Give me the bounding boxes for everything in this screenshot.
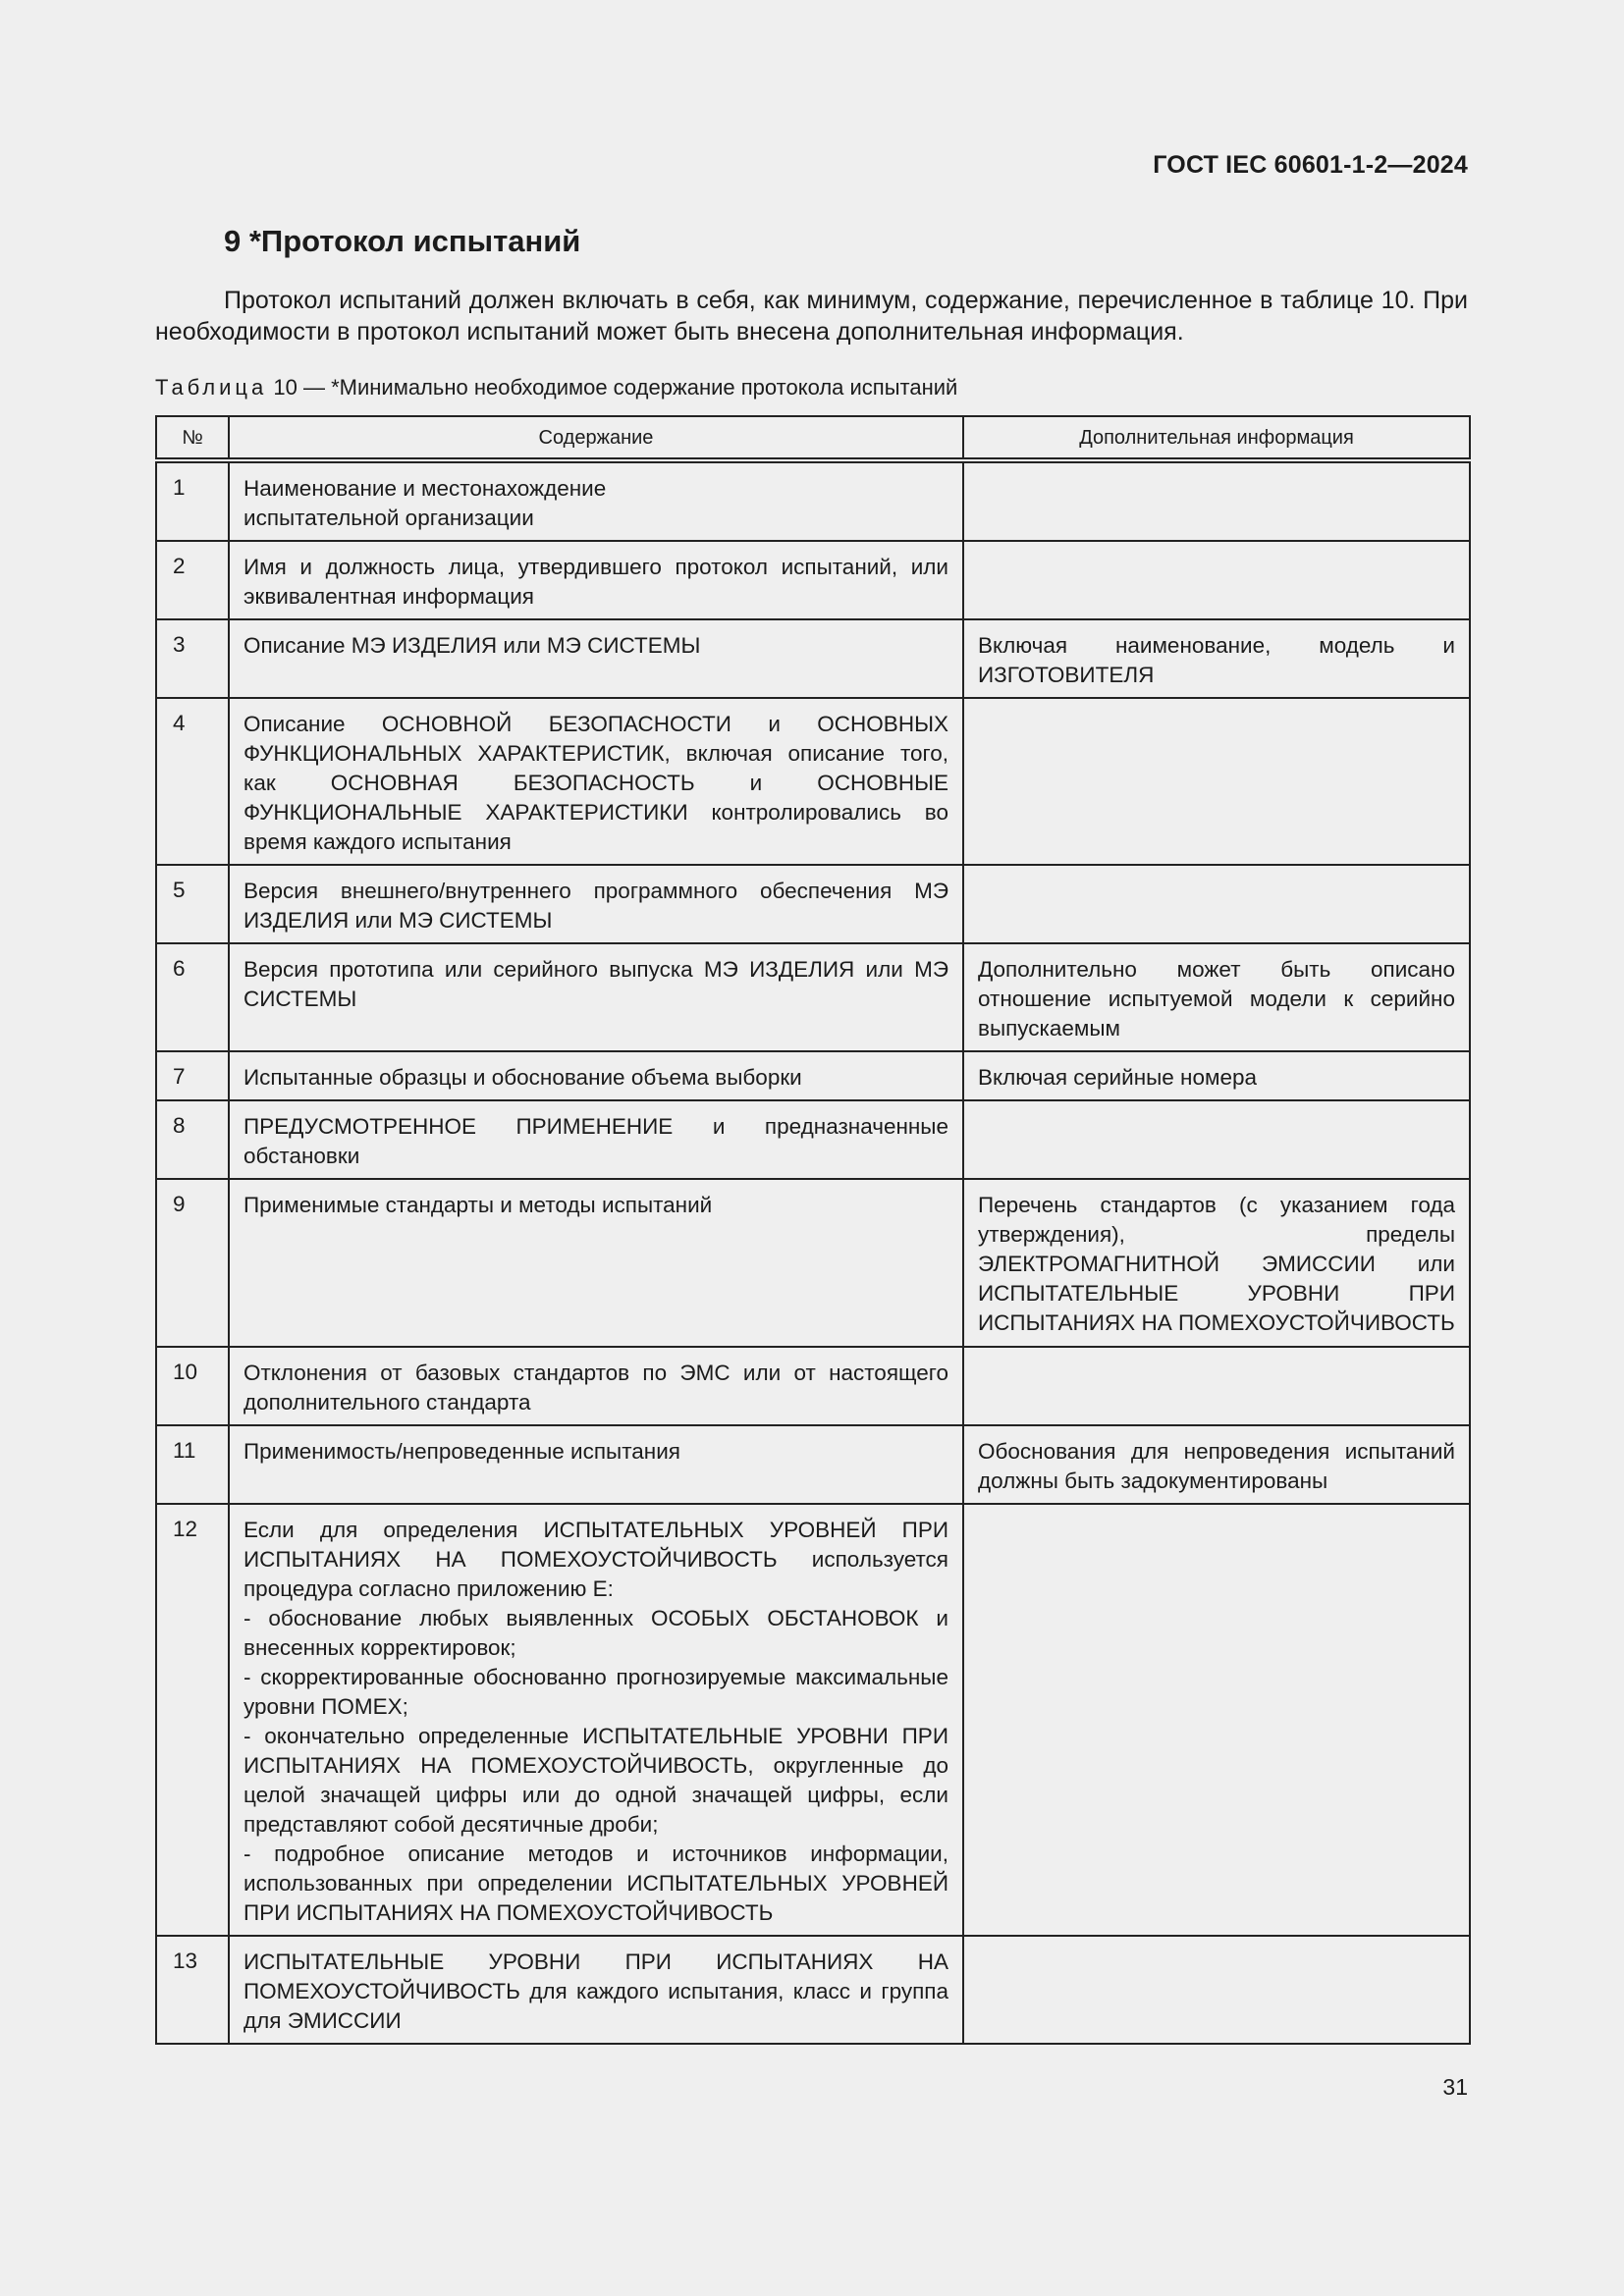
row-extra — [963, 1504, 1470, 1936]
row-extra — [963, 865, 1470, 943]
row-content — [229, 1504, 963, 1936]
row-content-line: Имя и должность лица, утвердившего протокол испытаний, или эквивалентная информация — [244, 555, 948, 609]
table-caption-label: Таблица — [155, 375, 268, 400]
row-extra: Включая серийные номера — [963, 1051, 1470, 1100]
row-content-line: Описание ОСНОВНОЙ БЕЗОПАСНОСТИ и ОСНОВНЫХ ФУНКЦИОНАЛЬНЫХ ХАРАКТЕРИСТИК, включая описание того, как ОСНОВНАЯ БЕЗОПАСНОСТЬ и ОСНОВНЫЕ ФУНКЦИОНАЛЬНЫЕ ХАРАКТЕРИСТИКИ контролировались во время каждого испытания — [244, 712, 948, 854]
table-row — [156, 1051, 1470, 1100]
table-body — [156, 460, 1470, 2044]
row-content — [229, 541, 963, 619]
table-row — [156, 1179, 1470, 1347]
row-content-line: Применимость/непроведенные испытания — [244, 1439, 680, 1464]
row-extra: Дополнительно может быть описано отношение испытуемой модели к серийно выпускаемым — [963, 943, 1470, 1051]
table-row — [156, 943, 1470, 1051]
table-row — [156, 460, 1470, 541]
row-number: 8 — [156, 1100, 229, 1179]
row-content — [229, 619, 963, 698]
row-number: 4 — [156, 698, 229, 865]
row-extra — [963, 1347, 1470, 1425]
row-extra — [963, 1100, 1470, 1179]
requirements-table — [155, 415, 1471, 2045]
row-extra — [963, 460, 1470, 541]
header-num: № — [156, 416, 229, 460]
row-content-line: Отклонения от базовых стандартов по ЭМС или от настоящего дополнительного стандарта — [244, 1361, 948, 1415]
row-content-line: - подробное описание методов и источников информации, использованных при определении ИСПЫТАТЕЛЬНЫХ УРОВНЕЙ ПРИ ИСПЫТАНИЯХ НА ПОМЕХОУСТОЙЧИВОСТЬ — [244, 1842, 948, 1925]
row-content — [229, 1347, 963, 1425]
row-content-line: - обоснование любых выявленных ОСОБЫХ ОБСТАНОВОК и внесенных корректировок; — [244, 1606, 948, 1660]
row-number: 13 — [156, 1936, 229, 2044]
row-content — [229, 865, 963, 943]
row-number: 7 — [156, 1051, 229, 1100]
row-content — [229, 460, 963, 541]
row-extra: Включая наименование, модель и ИЗГОТОВИТЕЛЯ — [963, 619, 1470, 698]
header-extra: Дополнительная информация — [963, 416, 1470, 460]
row-content-line: Версия прототипа или серийного выпуска МЭ ИЗДЕЛИЯ или МЭ СИСТЕМЫ — [244, 957, 948, 1011]
document-code: ГОСТ IEC 60601-1-2—2024 — [1153, 151, 1468, 179]
table-row — [156, 1100, 1470, 1179]
row-content-line: Версия внешнего/внутреннего программного обеспечения МЭ ИЗДЕЛИЯ или МЭ СИСТЕМЫ — [244, 879, 948, 933]
header-content: Содержание — [229, 416, 963, 460]
row-extra: Перечень стандартов (с указанием года утверждения), пределы ЭЛЕКТРОМАГНИТНОЙ ЭМИССИИ или ИСПЫТАТЕЛЬНЫЕ УРОВНИ ПРИ ИСПЫТАНИЯХ НА ПОМЕХОУСТОЙЧИВОСТЬ — [963, 1179, 1470, 1347]
row-content-line: ИСПЫТАТЕЛЬНЫЕ УРОВНИ ПРИ ИСПЫТАНИЯХ НА ПОМЕХОУСТОЙЧИВОСТЬ для каждого испытания, класс и группа для ЭМИССИИ — [244, 1949, 948, 2033]
row-number: 6 — [156, 943, 229, 1051]
row-content — [229, 698, 963, 865]
row-number: 2 — [156, 541, 229, 619]
row-content-line: Если для определения ИСПЫТАТЕЛЬНЫХ УРОВНЕЙ ПРИ ИСПЫТАНИЯХ НА ПОМЕХОУСТОЙЧИВОСТЬ используется процедура согласно приложению Е: — [244, 1518, 948, 1601]
row-number: 12 — [156, 1504, 229, 1936]
row-content-line: испытательной организации — [244, 506, 534, 530]
row-content-line: - скорректированные обоснованно прогнозируемые максимальные уровни ПОМЕХ; — [244, 1665, 948, 1719]
page-number: 31 — [1442, 2074, 1468, 2100]
row-content — [229, 1051, 963, 1100]
row-extra — [963, 698, 1470, 865]
row-content — [229, 1425, 963, 1504]
row-content — [229, 1936, 963, 2044]
intro-text: Протокол испытаний должен включать в себя, как минимум, содержание, перечисленное в таблице 10. При необходимости в протокол испытаний может быть внесена дополнительная информация. — [155, 287, 1468, 346]
row-content-line: Описание МЭ ИЗДЕЛИЯ или МЭ СИСТЕМЫ — [244, 633, 701, 658]
row-content-line: - окончательно определенные ИСПЫТАТЕЛЬНЫЕ УРОВНИ ПРИ ИСПЫТАНИЯХ НА ПОМЕХОУСТОЙЧИВОСТЬ, округленные до целой значащей цифры или до одной значащей цифры, если представляют собой десятичные дроби; — [244, 1724, 948, 1837]
row-number: 9 — [156, 1179, 229, 1347]
table-row — [156, 865, 1470, 943]
table-row — [156, 541, 1470, 619]
row-number: 11 — [156, 1425, 229, 1504]
row-extra — [963, 1936, 1470, 2044]
table-row — [156, 1425, 1470, 1504]
row-content-line: Испытанные образцы и обоснование объема выборки — [244, 1065, 802, 1090]
table-caption — [155, 375, 957, 400]
table-row — [156, 1347, 1470, 1425]
row-number: 3 — [156, 619, 229, 698]
row-number: 10 — [156, 1347, 229, 1425]
row-content — [229, 1100, 963, 1179]
row-content — [229, 943, 963, 1051]
intro-paragraph — [155, 285, 1468, 347]
row-number: 5 — [156, 865, 229, 943]
section-title: 9 *Протокол испытаний — [224, 224, 581, 258]
table-header-row — [156, 416, 1470, 460]
row-content-line: ПРЕДУСМОТРЕННОЕ ПРИМЕНЕНИЕ и предназначенные обстановки — [244, 1114, 948, 1168]
table-row — [156, 619, 1470, 698]
row-number: 1 — [156, 460, 229, 541]
row-content-line: Применимые стандарты и методы испытаний — [244, 1193, 713, 1217]
table-row — [156, 1936, 1470, 2044]
row-content-line: Наименование и местонахождение — [244, 476, 607, 501]
table-row — [156, 698, 1470, 865]
row-content — [229, 1179, 963, 1347]
table-row — [156, 1504, 1470, 1936]
row-extra: Обоснования для непроведения испытаний должны быть задокументированы — [963, 1425, 1470, 1504]
table-caption-text: 10 — *Минимально необходимое содержание протокола испытаний — [273, 375, 958, 400]
row-extra — [963, 541, 1470, 619]
